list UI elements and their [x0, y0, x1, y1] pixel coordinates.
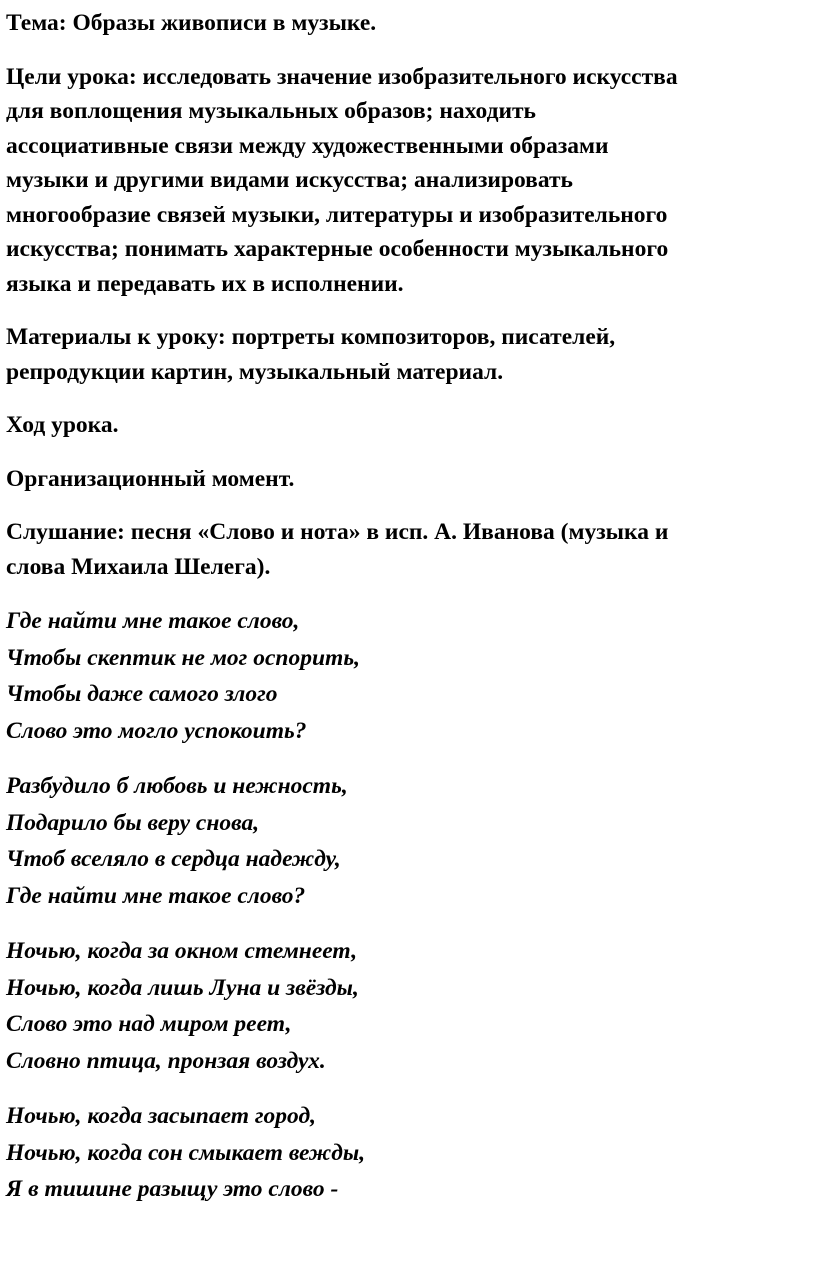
lesson-flow-line: Ход урока. [6, 412, 119, 438]
goals-line: языка и передавать их в исполнении. [6, 270, 404, 297]
verse-line: Где найти мне такое слово? [6, 882, 306, 909]
topic-line: Тема: Образы живописи в музыке. [6, 10, 377, 36]
verse-line: Чтоб вселяло в сердца надежду, [6, 846, 341, 872]
song-stanza-2 [6, 768, 816, 914]
materials-line: репродукции картин, музыкальный материал. [6, 358, 504, 385]
song-stanza-1 [6, 603, 816, 749]
materials-line: Материалы к уроку: портреты композиторов, писателей, [6, 324, 616, 350]
verse-line: Ночью, когда засыпает город, [6, 1103, 317, 1129]
verse-line: Подарило бы веру снова, [6, 809, 260, 836]
song-stanza-4 [6, 1098, 816, 1208]
verse-line: Чтобы даже самого злого [6, 681, 278, 707]
verse-line: Разбудило б любовь и нежность, [6, 773, 348, 799]
lesson-flow-heading [6, 408, 816, 443]
goals-line: Цели урока: исследовать значение изобразительного искусства [6, 63, 678, 90]
goals-line: для воплощения музыкальных образов; находить [6, 98, 536, 124]
listening-intro [6, 515, 816, 584]
verse-line: Чтобы скептик не мог оспорить, [6, 644, 360, 671]
goals-line: многообразие связей музыки, литературы и изобразительного [6, 201, 668, 228]
org-moment [6, 462, 816, 497]
lesson-topic [6, 6, 816, 41]
verse-line: Я в тишине разыщу это слово - [6, 1176, 339, 1202]
listening-line: Слушание: песня «Слово и нота» в исп. А. Иванова (музыка и [6, 519, 669, 545]
goals-line: музыки и другими видами искусства; анализировать [6, 167, 573, 193]
goals-line: ассоциативные связи между художественными образами [6, 132, 609, 159]
verse-line: Ночью, когда сон смыкает вежды, [6, 1139, 366, 1166]
verse-line: Где найти мне такое слово, [6, 608, 300, 634]
goals-line: искусства; понимать характерные особенности музыкального [6, 236, 669, 262]
lesson-goals [6, 60, 816, 302]
org-moment-line: Организационный момент. [6, 465, 295, 492]
listening-line: слова Михаила Шелега). [6, 553, 271, 580]
song-stanza-3 [6, 933, 816, 1079]
lesson-materials [6, 320, 816, 389]
verse-line: Ночью, когда за окном стемнеет, [6, 938, 358, 964]
verse-line: Слово это над миром реет, [6, 1011, 292, 1037]
verse-line: Словно птица, пронзая воздух. [6, 1047, 326, 1074]
verse-line: Слово это могло успокоить? [6, 717, 307, 744]
verse-line: Ночью, когда лишь Луна и звёзды, [6, 974, 359, 1001]
